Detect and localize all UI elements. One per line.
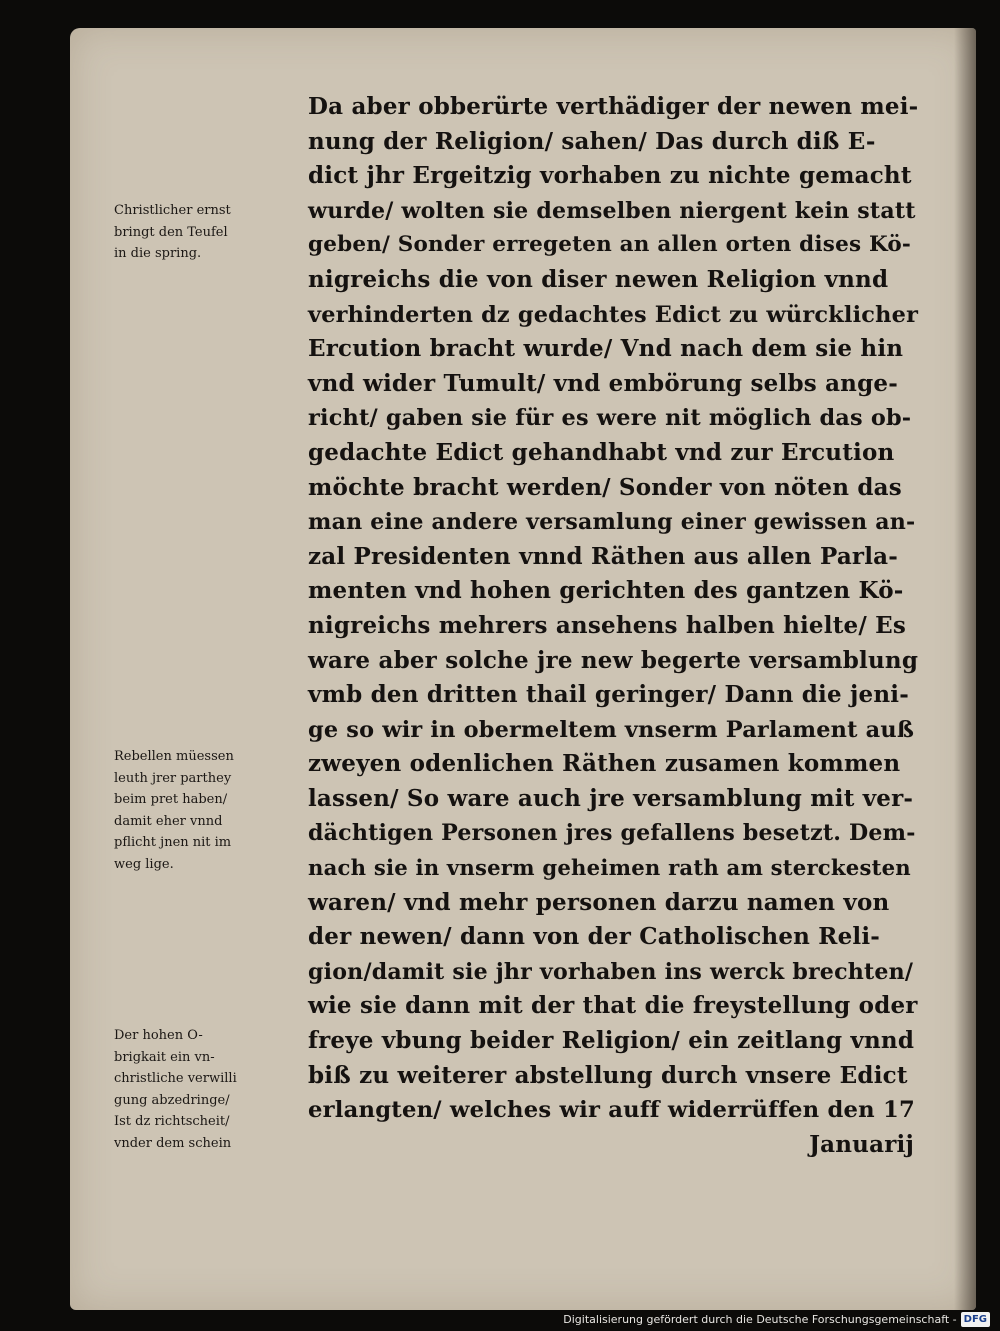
marginal-line: weg lige. — [114, 856, 174, 872]
text-line: vmb den dritten thail geringer/ Dann die jeni- — [308, 681, 909, 709]
footer-credit — [563, 1309, 990, 1329]
page-gutter-shadow — [954, 28, 976, 1310]
text-line: nigreichs die von diser newen Religion vnnd — [308, 265, 889, 293]
marginal-note-2 — [114, 746, 304, 875]
marginal-line: bringt den Teufel — [114, 224, 228, 240]
text-line: zweyen odenlichen Räthen zusamen kommen — [308, 750, 901, 778]
text-line: gion/damit sie jhr vorhaben ins werck brechten/ — [308, 958, 914, 985]
text-line: ge so wir in obermeltem vnserm Parlament auß — [308, 716, 915, 743]
text-line: man eine andere versamlung einer gewissen an- — [308, 509, 916, 536]
text-line: vnd wider Tumult/ vnd embörung selbs ange- — [308, 369, 898, 397]
text-line: ware aber solche jre new begerte versamblung — [308, 646, 919, 674]
text-line: Ercution bracht wurde/ Vnd nach dem sie hin — [308, 335, 904, 363]
text-line: waren/ vnd mehr personen darzu namen von — [308, 888, 890, 916]
text-line: verhinderten dz gedachtes Edict zu würcklicher — [308, 301, 919, 328]
dfg-logo: DFG — [961, 1312, 990, 1327]
marginal-line: Ist dz richtscheit/ — [114, 1114, 230, 1129]
marginal-line: vnder dem schein — [114, 1135, 232, 1151]
text-line: erlangten/ welches wir auff widerrüffen den 17 — [308, 1097, 915, 1124]
text-line: dächtigen Personen jres gefallens besetzt. Dem- — [308, 820, 916, 847]
marginal-line: christliche verwilli — [114, 1071, 237, 1086]
marginal-line: damit eher vnnd — [114, 813, 223, 829]
text-line: möchte bracht werden/ Sonder von nöten das — [308, 473, 902, 501]
text-line: nung der Religion/ sahen/ Das durch diß E- — [308, 127, 876, 155]
marginal-line: pflicht jnen nit im — [114, 835, 232, 850]
text-line: zal Presidenten vnnd Räthen aus allen Parla- — [308, 542, 899, 570]
text-line: der newen/ dann von der Catholischen Reli- — [308, 923, 881, 951]
text-line: richt/ gaben sie für es were nit möglich das ob- — [308, 405, 912, 432]
text-line: geben/ Sonder erregeten an allen orten dises Kö- — [308, 232, 912, 258]
text-line: dict jhr Ergeitzig vorhaben zu nichte gemacht — [308, 162, 912, 190]
text-line: nigreichs mehrers ansehens halben hielte/ Es — [308, 611, 907, 639]
marginal-line: brigkait ein vn- — [114, 1049, 215, 1065]
footer-text: Digitalisierung gefördert durch die Deutsche Forschungsgemeinschaft - — [563, 1312, 957, 1326]
text-line: nach sie in vnserm geheimen rath am sterckesten — [308, 855, 911, 881]
text-line: wurde/ wolten sie demselben niergent kein statt — [308, 197, 916, 224]
marginal-line: Der hohen O- — [114, 1028, 203, 1043]
main-text-block — [308, 90, 918, 1162]
text-line: lassen/ So ware auch jre versamblung mit ver- — [308, 784, 914, 812]
text-line: gedachte Edict gehandhabt vnd zur Ercution — [308, 438, 895, 466]
marginal-line: beim pret haben/ — [114, 792, 228, 807]
marginal-line: gung abzedringe/ — [114, 1092, 230, 1108]
text-line: wie sie dann mit der that die freystellung oder — [308, 992, 918, 1020]
text-line: Da aber obberürte verthädiger der newen mei- — [308, 93, 919, 120]
marginal-note-1 — [114, 200, 304, 265]
text-line: biß zu weiterer abstellung durch vnsere Edict — [308, 1061, 908, 1089]
marginal-line: Christlicher ernst — [114, 203, 231, 218]
text-line: menten vnd hohen gerichten des gantzen Kö- — [308, 577, 904, 605]
catchword: Januarij — [809, 1130, 914, 1158]
book-page — [70, 28, 976, 1310]
text-line: freye vbung beider Religion/ ein zeitlang vnnd — [308, 1027, 915, 1055]
marginal-line: Rebellen müessen — [114, 749, 234, 764]
marginal-line: leuth jrer parthey — [114, 770, 232, 786]
marginal-line: in die spring. — [114, 246, 202, 261]
marginal-note-3 — [114, 1025, 304, 1154]
